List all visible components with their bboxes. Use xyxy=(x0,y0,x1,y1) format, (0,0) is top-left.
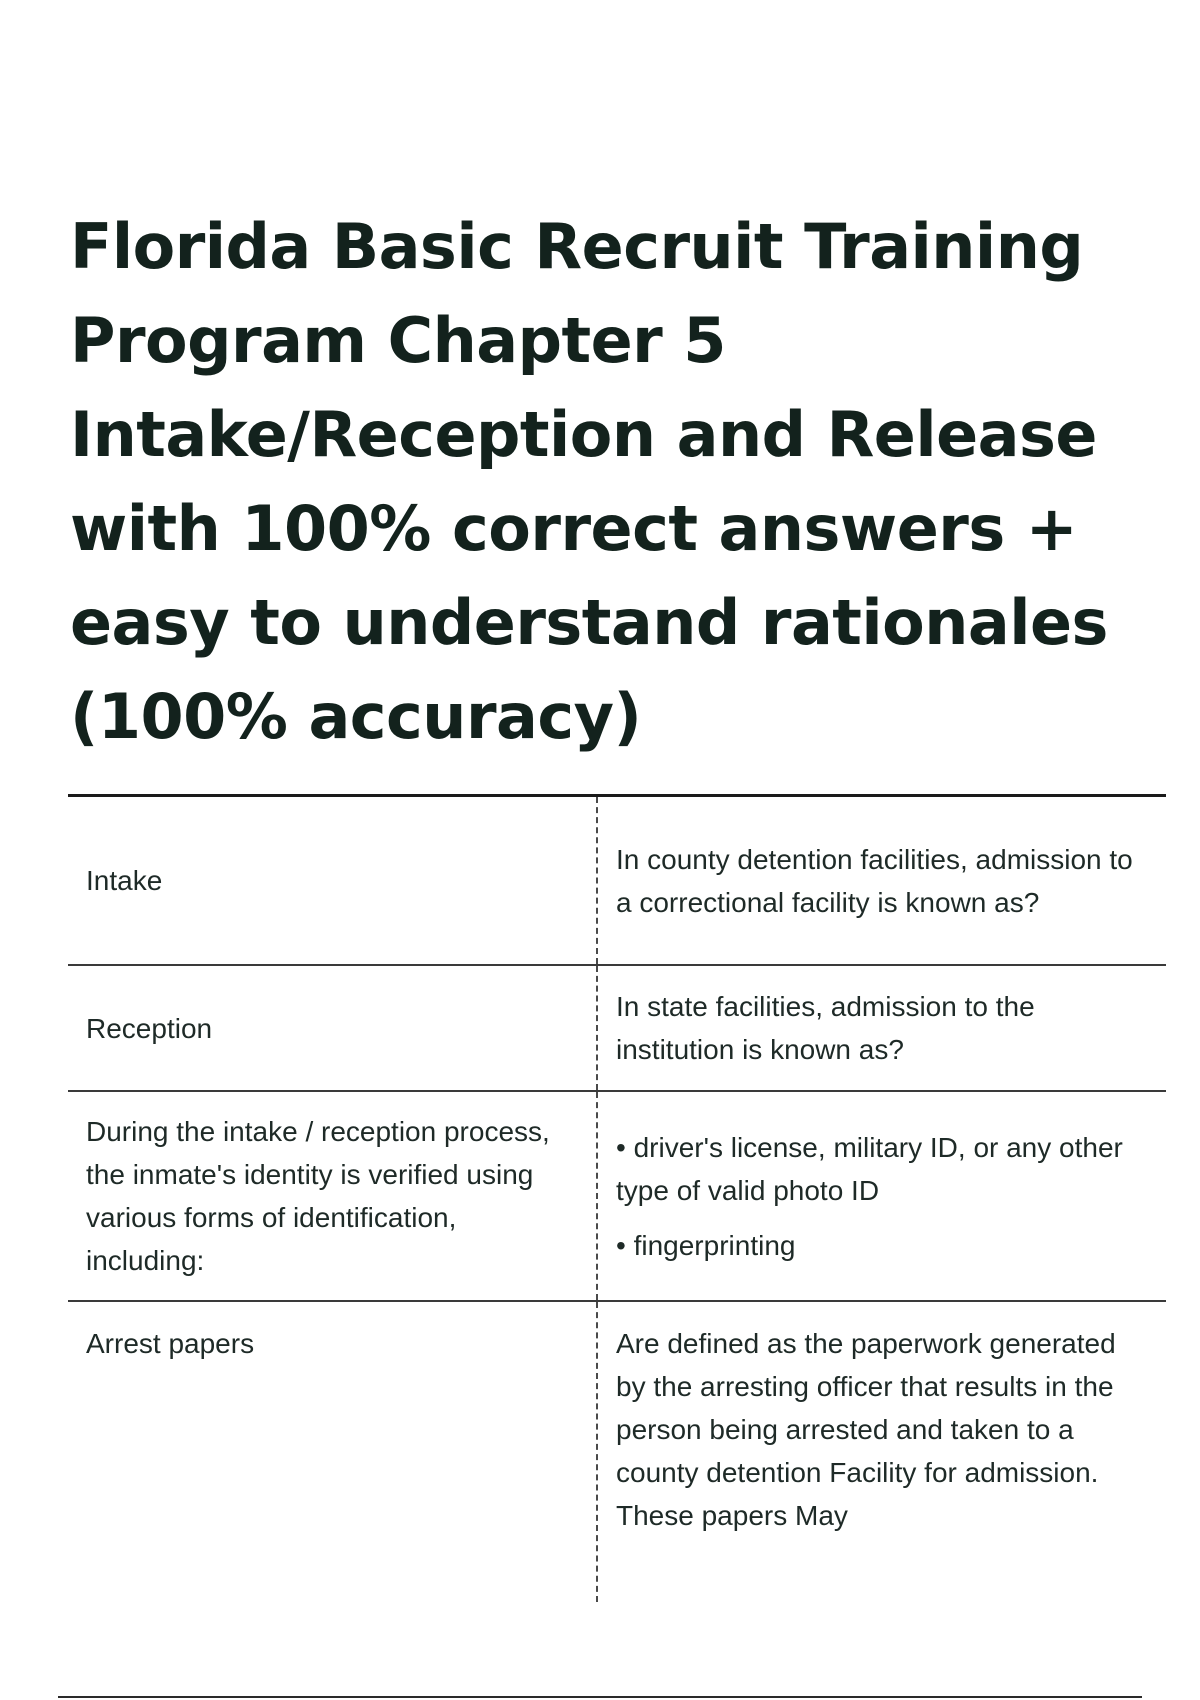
term-cell: Intake xyxy=(68,797,598,964)
term-cell: Reception xyxy=(68,966,598,1090)
table-row xyxy=(68,1092,1166,1302)
definition-cell: In county detention facilities, admission to a correctional facility is known as? xyxy=(616,843,1133,918)
term-cell: Arrest papers xyxy=(68,1302,598,1602)
bullet-item: • driver's license, military ID, or any other type of valid photo ID xyxy=(616,1131,1123,1206)
table-row xyxy=(68,797,1166,966)
table-row xyxy=(68,1302,1166,1602)
definition-cell: In state facilities, admission to the institution is known as? xyxy=(616,991,1035,1065)
definition-cell: Are defined as the paperwork generated by the arresting officer that results in the person being arrested and taken to a county detention Facility for admission. These papers May xyxy=(616,1328,1116,1531)
table-row xyxy=(68,966,1166,1092)
bullet-item: • fingerprinting xyxy=(616,1229,796,1261)
definition-cell xyxy=(598,1092,1166,1300)
qa-table xyxy=(68,794,1166,1602)
term-cell: During the intake / reception process, the inmate's identity is verified using various forms of identification, including: xyxy=(68,1092,598,1300)
footer-divider xyxy=(58,1696,1142,1698)
document-title: Florida Basic Recruit Training Program Chapter 5 Intake/Reception and Release with 100% correct answers + easy to understand rationales (100% accuracy) xyxy=(70,210,1108,753)
